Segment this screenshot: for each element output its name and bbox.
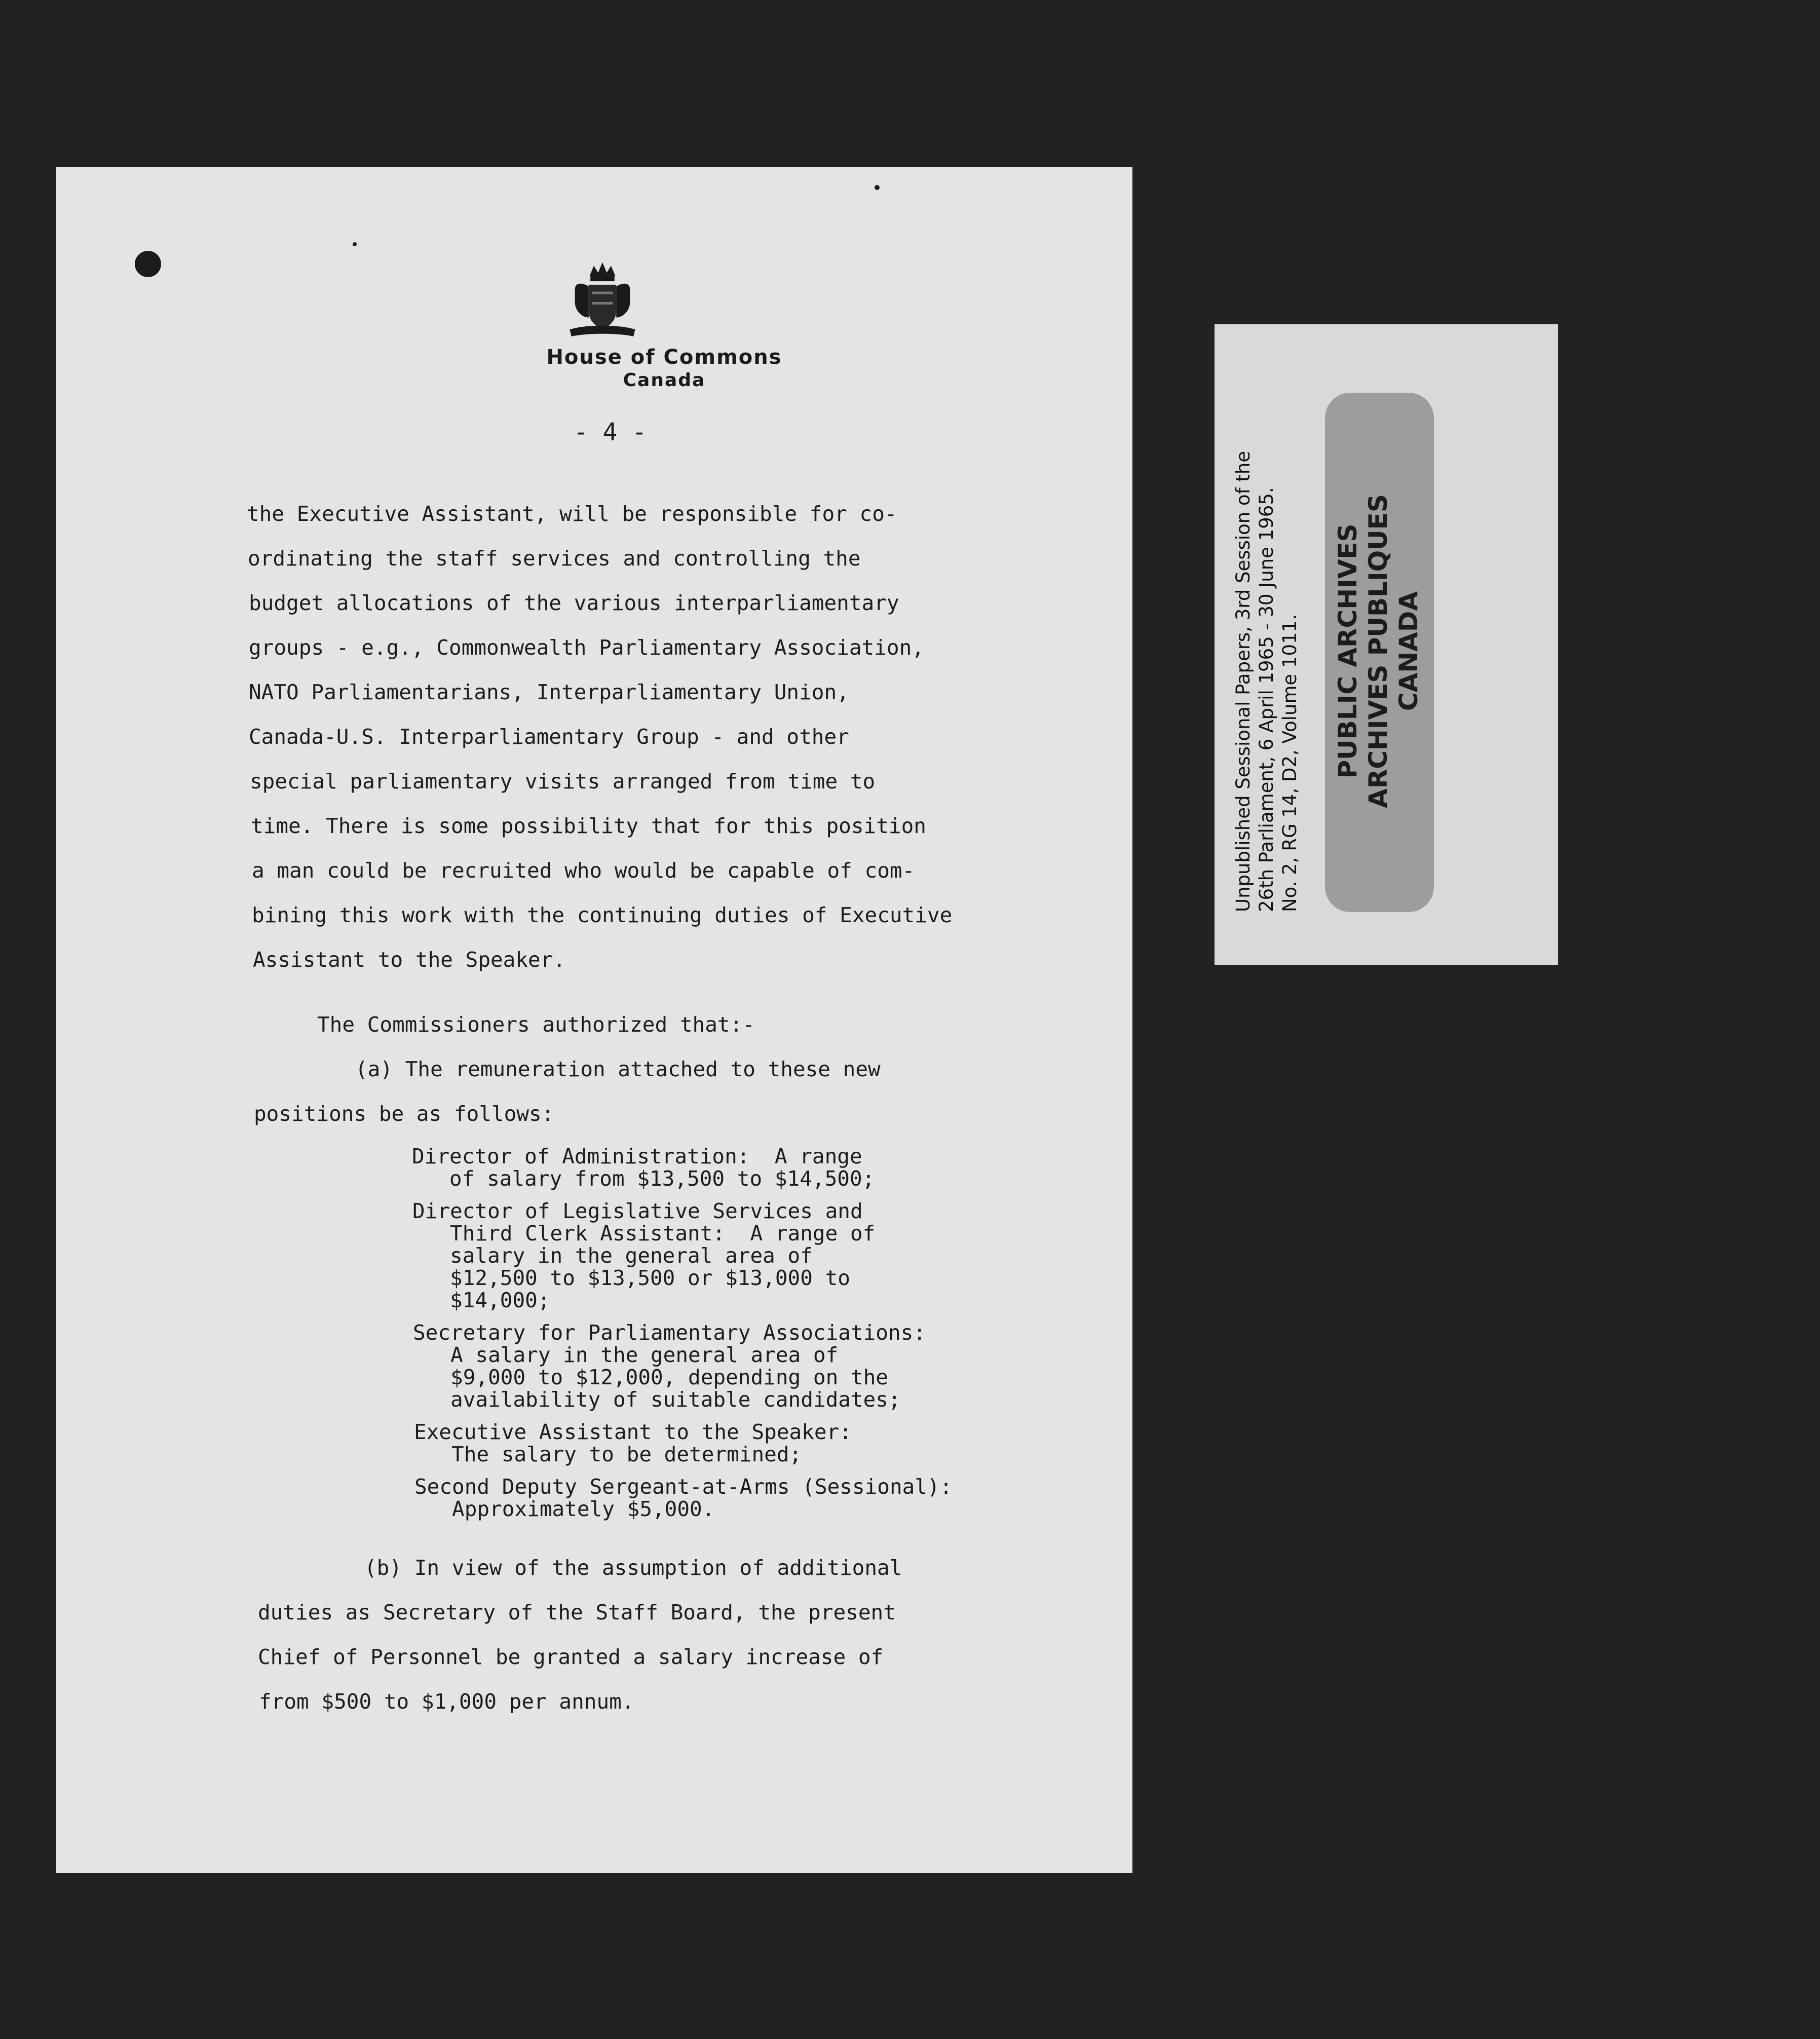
- archive-label-line: CANADA: [1394, 591, 1423, 711]
- text-line: special parliamentary visits arranged from time to: [250, 769, 876, 794]
- archive-label-line: ARCHIVES PUBLIQUES: [1363, 494, 1393, 808]
- institution-name: House of Commons: [546, 346, 782, 369]
- salary-line: Executive Assistant to the Speaker:: [414, 1420, 852, 1444]
- text-line: duties as Secretary of the Staff Board, the present: [258, 1600, 896, 1625]
- salary-line: of salary from $13,500 to $14,500;: [412, 1166, 875, 1191]
- speck: [353, 242, 357, 246]
- citation-line: 26th Parliament, 6 April 1965 - 30 June 1965.: [1256, 487, 1277, 912]
- salary-line: Secretary for Parliamentary Associations:: [413, 1320, 926, 1345]
- salary-line: A salary in the general area of: [413, 1343, 839, 1367]
- text-line: budget allocations of the various interparliamentary: [249, 591, 899, 615]
- text-line: ordinating the staff services and controlling the: [248, 546, 861, 571]
- royal-coat-of-arms-icon: [559, 256, 646, 345]
- text-line: time. There is some possibility that for this position: [251, 814, 926, 838]
- citation-line: Unpublished Sessional Papers, 3rd Session of the: [1232, 450, 1254, 912]
- archive-stamp: [1215, 324, 1558, 965]
- text-line: groups - e.g., Commonwealth Parliamentary Association,: [249, 635, 924, 660]
- text-line: from $500 to $1,000 per annum.: [259, 1689, 634, 1714]
- salary-line: salary in the general area of: [412, 1243, 813, 1268]
- text-line: Chief of Personnel be granted a salary increase of: [258, 1645, 884, 1669]
- text-line: The Commissioners authorized that:-: [317, 1012, 755, 1037]
- page-number: - 4 -: [573, 418, 647, 446]
- salary-line: Second Deputy Sergeant-at-Arms (Sessional):: [414, 1475, 953, 1499]
- salary-line: Approximately $5,000.: [414, 1497, 715, 1521]
- text-line: positions be as follows:: [254, 1102, 554, 1126]
- text-line: the Executive Assistant, will be responsible for co-: [247, 502, 897, 526]
- archive-label: [1325, 393, 1434, 912]
- salary-line: availability of suitable candidates;: [413, 1387, 901, 1412]
- salary-line: Director of Administration: A range: [412, 1144, 862, 1168]
- text-line: Assistant to the Speaker.: [253, 948, 566, 972]
- country-name: Canada: [623, 370, 706, 391]
- salary-line: $14,000;: [412, 1288, 550, 1312]
- salary-line: $9,000 to $12,000, depending on the: [413, 1365, 888, 1389]
- speck: [875, 185, 880, 190]
- archive-label-line: PUBLIC ARCHIVES: [1333, 523, 1362, 779]
- salary-line: The salary to be determined;: [414, 1442, 802, 1466]
- text-line: (b) In view of the assumption of additional: [364, 1556, 902, 1580]
- text-line: bining this work with the continuing duties of Executive: [252, 903, 953, 927]
- text-line: (a) The remuneration attached to these new: [355, 1057, 881, 1081]
- citation-line: No. 2, RG 14, D2, Volume 1011.: [1279, 614, 1301, 912]
- archive-citation: [1232, 355, 1338, 912]
- text-line: NATO Parliamentarians, Interparliamentary Union,: [249, 680, 849, 704]
- salary-line: Director of Legislative Services and: [412, 1199, 863, 1223]
- text-line: Canada-U.S. Interparliamentary Group - and other: [249, 725, 849, 749]
- text-line: a man could be recruited who would be capable of com-: [252, 858, 915, 883]
- salary-line: $12,500 to $13,500 or $13,000 to: [412, 1266, 850, 1290]
- punch-hole: [135, 251, 161, 277]
- salary-line: Third Clerk Assistant: A range of: [412, 1221, 876, 1245]
- document-page: [56, 167, 1132, 1873]
